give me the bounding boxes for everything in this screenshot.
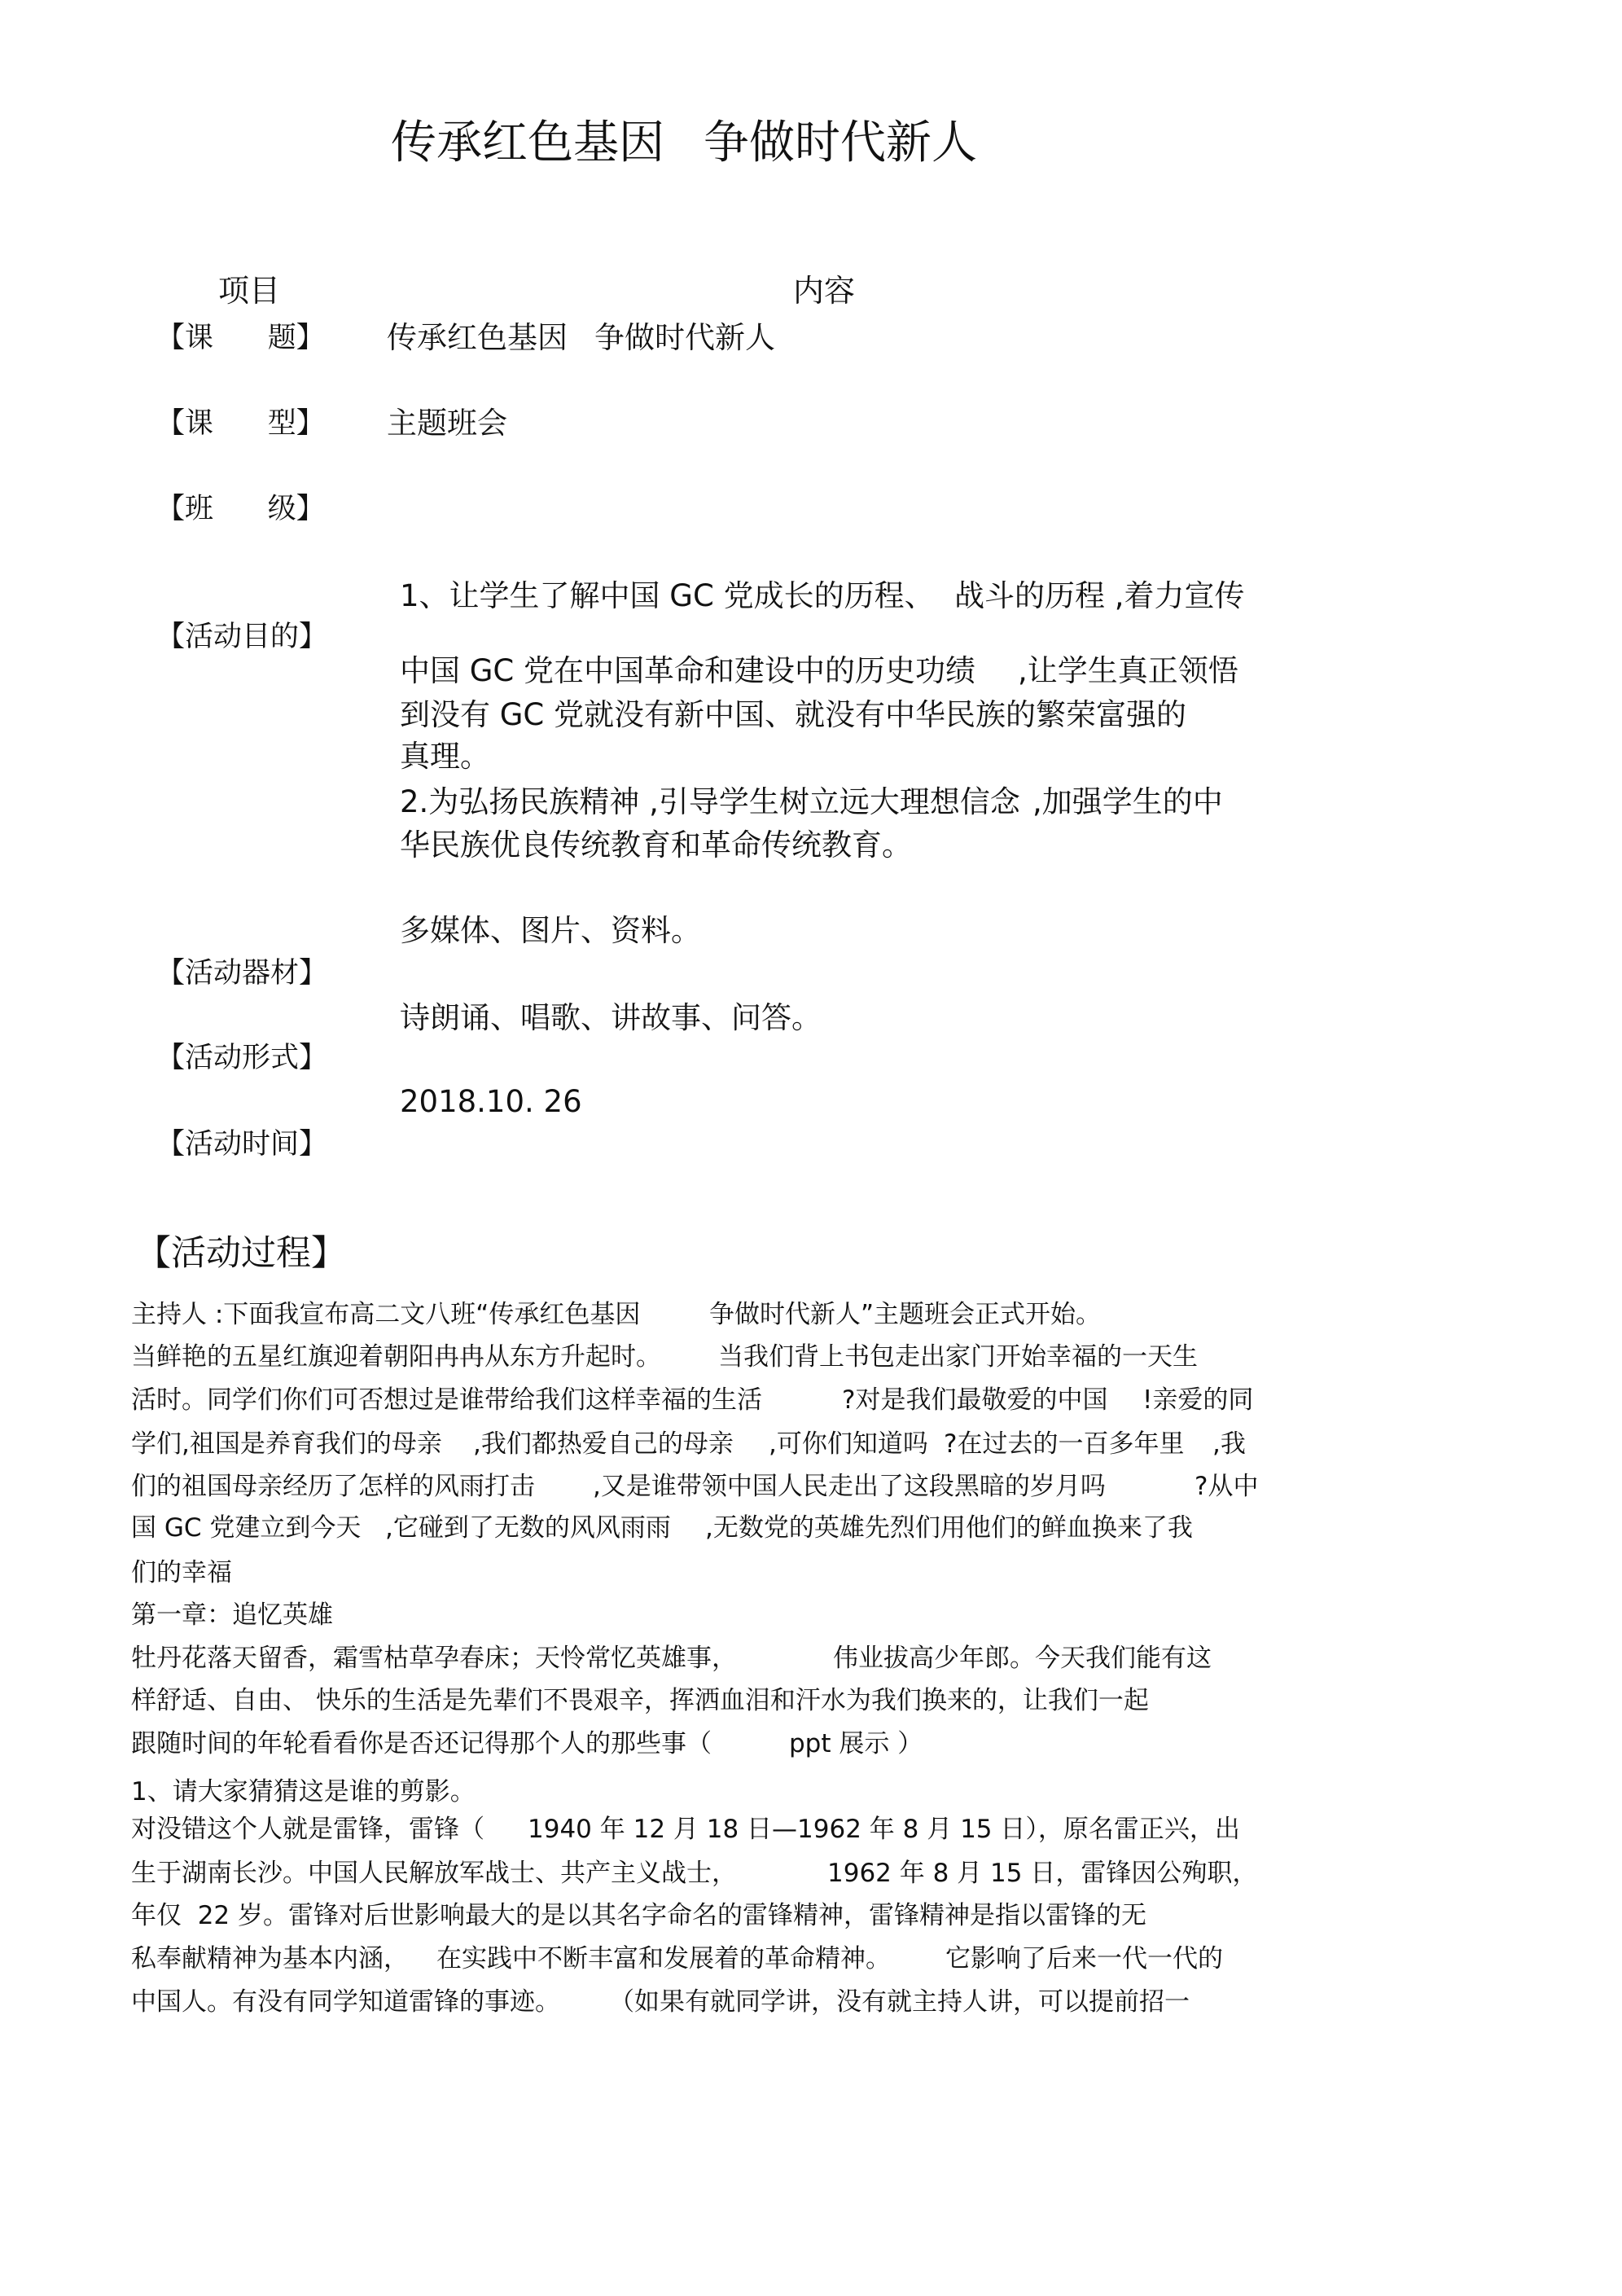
title-part-2: 争做时代新人 bbox=[704, 116, 977, 169]
process-line-segment: 私奉献精神为基本内涵， bbox=[131, 1944, 409, 1973]
process-line-segment: 它影响了后来一代一代的 bbox=[945, 1944, 1223, 1973]
process-line-segment: 跟随时间的年轮看看你是否还记得那个人的那些事（ bbox=[131, 1729, 712, 1758]
value-time: 2018.10. 26 bbox=[400, 1084, 582, 1119]
process-heading: 【活动过程】 bbox=[136, 1233, 346, 1274]
header-item: 项目 bbox=[218, 273, 281, 309]
header-content: 内容 bbox=[793, 273, 856, 309]
label-goal: 【活动目的】 bbox=[156, 621, 328, 653]
process-line-segment: 样舒适、自由、 快乐的生活是先辈们不畏艰辛，挥洒血泪和汗水为我们换来的，让我们一起 bbox=[131, 1686, 1149, 1715]
goal-line-segment: 战斗的历程 ,着力宣传 bbox=[954, 578, 1245, 613]
process-line-segment: 学们,祖国是养育我们的母亲 bbox=[131, 1429, 442, 1459]
process-line-segment: ,又是谁带领中国人民走出了这段黑暗的岁月吗 bbox=[593, 1472, 1106, 1501]
process-line-segment: ,无数党的英雄先烈们用他们的鲜血换来了我 bbox=[705, 1513, 1193, 1543]
value-materials: 多媒体、图片、资料。 bbox=[400, 913, 701, 948]
value-topic-part-2: 争做时代新人 bbox=[594, 320, 775, 355]
process-line-segment: !亲爱的同 bbox=[1142, 1385, 1254, 1415]
process-line-segment: ?对是我们最敬爱的中国 bbox=[842, 1385, 1108, 1415]
process-line-segment: ,我们都热爱自己的母亲 bbox=[473, 1429, 734, 1459]
process-line-segment: 们的幸福 bbox=[131, 1558, 232, 1587]
label-type: 【课 型】 bbox=[156, 407, 325, 440]
process-line-segment: ?从中 bbox=[1195, 1472, 1259, 1501]
process-line-segment: ,它碰到了无数的风风雨雨 bbox=[385, 1513, 671, 1543]
process-line-segment: 主持人 :下面我宣布高二文八班“传承红色基因 bbox=[131, 1300, 641, 1329]
process-line-segment: ,我 bbox=[1212, 1429, 1246, 1459]
goal-line-segment: 华民族优良传统教育和革命传统教育。 bbox=[400, 828, 912, 863]
process-line-segment: 伟业拔高少年郎。今天我们能有这 bbox=[833, 1644, 1212, 1673]
process-line-segment: 生于湖南长沙。中国人民解放军战士、共产主义战士， bbox=[131, 1859, 737, 1888]
process-line-segment: 国 GC 党建立到今天 bbox=[131, 1513, 362, 1543]
process-line-segment: 对没错这个人就是雷锋，雷锋（ bbox=[131, 1815, 484, 1844]
process-line-segment: 当我们背上书包走出家门开始幸福的一天生 bbox=[718, 1342, 1198, 1372]
process-line-segment: 1940 年 12 月 18 日—1962 年 8 月 15 日），原名雷正兴，出 bbox=[528, 1815, 1240, 1844]
process-line-segment: ?在过去的一百多年里 bbox=[944, 1429, 1185, 1459]
goal-line-segment: 1、让学生了解中国 GC 党成长的历程、 bbox=[400, 578, 935, 613]
process-line-segment: 1962 年 8 月 15 日，雷锋因公殉职， bbox=[827, 1859, 1258, 1888]
process-line-segment: 争做时代新人”主题班会正式开始。 bbox=[709, 1300, 1102, 1329]
goal-line-segment: 真理。 bbox=[400, 739, 490, 774]
process-line-segment: ppt 展示 ） bbox=[789, 1729, 923, 1758]
process-line-segment: ,可你们知道吗 bbox=[769, 1429, 928, 1459]
label-form: 【活动形式】 bbox=[156, 1042, 328, 1074]
value-topic-part-1: 传承红色基因 bbox=[387, 320, 568, 355]
label-time: 【活动时间】 bbox=[156, 1128, 328, 1161]
chapter-heading: 第一章：追忆英雄 bbox=[131, 1600, 333, 1630]
goal-line-segment: 中国 GC 党在中国革命和建设中的历史功绩 bbox=[400, 653, 976, 688]
value-type: 主题班会 bbox=[387, 406, 507, 441]
process-line-segment: 牡丹花落天留香，霜雪枯草孕春床；天怜常忆英雄事， bbox=[131, 1644, 737, 1673]
process-line-segment: 当鲜艳的五星红旗迎着朝阳冉冉从东方升起时。 bbox=[131, 1342, 661, 1372]
process-line-segment: （如果有就同学讲，没有就主持人讲，可以提前招一 bbox=[609, 1987, 1190, 2017]
process-line-segment: 们的祖国母亲经历了怎样的风雨打击 bbox=[131, 1472, 535, 1501]
process-line-segment: 中国人。有没有同学知道雷锋的事迹。 bbox=[131, 1987, 560, 2017]
goal-line-segment: ,加强学生的中 bbox=[1032, 784, 1223, 819]
process-line-segment: 1、请大家猜猜这是谁的剪影。 bbox=[131, 1777, 476, 1807]
value-form: 诗朗诵、唱歌、讲故事、问答。 bbox=[400, 1000, 822, 1035]
title-part-1: 传承红色基因 bbox=[391, 116, 664, 169]
label-class: 【班 级】 bbox=[156, 493, 325, 525]
process-line-segment: 年仅 22 岁。雷锋对后世影响最大的是以其名字命名的雷锋精神，雷锋精神是指以雷锋的无 bbox=[131, 1901, 1147, 1930]
goal-line-segment: 到没有 GC 党就没有新中国、就没有中华民族的繁荣富强的 bbox=[400, 697, 1187, 732]
process-line-segment: 活时。同学们你们可否想过是谁带给我们这样幸福的生活 bbox=[131, 1385, 762, 1415]
label-materials: 【活动器材】 bbox=[156, 957, 328, 990]
goal-line-segment: 2.为弘扬民族精神 ,引导学生树立远大理想信念 bbox=[400, 784, 1020, 819]
goal-line-segment: ,让学生真正领悟 bbox=[1018, 653, 1238, 688]
process-line-segment: 在实践中不断丰富和发展着的革命精神。 bbox=[436, 1944, 891, 1973]
label-topic: 【课 题】 bbox=[156, 322, 325, 354]
